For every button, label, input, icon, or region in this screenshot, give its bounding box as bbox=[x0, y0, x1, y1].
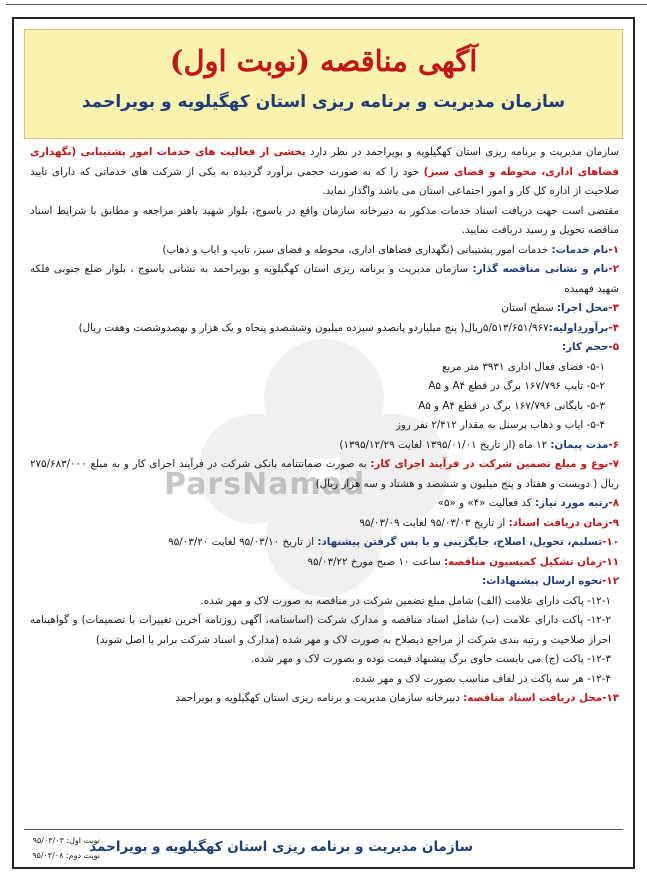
item-4 bbox=[30, 319, 619, 339]
item-9 bbox=[30, 514, 619, 534]
item-label: نوع و مبلغ تضمین شرکت در فرآیند اجرای کار: bbox=[370, 458, 609, 470]
date-second-round: نوبت دوم: ۹۵/۰۳/۰۸ bbox=[32, 851, 100, 860]
ad-title: آگهی مناقصه (نوبت اول) bbox=[169, 44, 478, 78]
item-number: ۱۲- bbox=[602, 575, 619, 587]
item-label: حجم کار: bbox=[562, 341, 609, 353]
item-text: از تاریخ ۹۵/۰۳/۰۳ لغایت ۹۵/۰۳/۰۹ bbox=[359, 516, 509, 529]
item-1 bbox=[30, 241, 619, 261]
item-11 bbox=[30, 553, 619, 573]
item-label: رتبه مورد نیاز: bbox=[534, 497, 609, 509]
item-13 bbox=[30, 689, 619, 709]
intro-text-b: خود را که به صورت حجمی برآورد گردیده به یکی از شرکت های خدماتی که دارای تایید صلاحیت از اداره کل کار و امور اجتماعی استان می باشد واگذار نماید. bbox=[30, 165, 619, 197]
item-number: ۱۱- bbox=[602, 555, 619, 568]
item-label: محل اجرا: bbox=[556, 302, 609, 314]
footer-divider bbox=[24, 829, 623, 830]
item-number: ۱۳- bbox=[602, 692, 619, 704]
item-label: مدت پیمان: bbox=[550, 438, 609, 451]
footer-organization: سازمان مدیریت و برنامه ریزی استان کهگیلویه و بویراحمد bbox=[89, 839, 473, 855]
ad-body bbox=[30, 143, 619, 709]
item-text: ساعت ۱۰ صبح مورخ ۹۵/۰۳/۲۲ bbox=[307, 555, 444, 568]
intro-paragraph-1 bbox=[30, 143, 619, 202]
ad-footer bbox=[24, 831, 623, 865]
item-number: ۷- bbox=[608, 458, 620, 470]
advertisement-frame bbox=[12, 17, 635, 869]
item-label: نحوه ارسال پیشنهادات: bbox=[482, 575, 603, 587]
item-3 bbox=[30, 299, 619, 319]
item-8 bbox=[30, 494, 619, 514]
item-12-3: ۱۲-۳- پاکت (ج) می بایست حاوی برگ پیشنهاد قیمت بوده و بصورت لاک و مهر شده. bbox=[251, 653, 611, 665]
item-5-2: ۵-۲- تایپ ۱۶۷/۷۹۶ برگ در قطع A۴ و A۵ bbox=[428, 380, 605, 392]
item-2 bbox=[30, 260, 619, 299]
item-12-1: ۱۲-۱- پاکت دارای علامت (الف) شامل مبلغ تضمین شرکت در مناقصه به صورت لاک و مهر شده. bbox=[200, 594, 611, 607]
item-5 bbox=[30, 338, 619, 358]
item-number: ۸- bbox=[608, 497, 619, 509]
item-text: سطح استان bbox=[501, 302, 557, 314]
item-label: زمان دریافت اسناد: bbox=[508, 516, 609, 529]
item-text: ۱۲ ماه (از تاریخ ۱۳۹۵/۰۱/۰۱ لغایت ۱۳۹۵/۱۲/۲۹) bbox=[339, 438, 551, 451]
item-5-4: ۵-۴- ایاب و ذهاب پرسنل به مقدار ۲/۴۱۲ نفر روز bbox=[395, 419, 605, 431]
item-number: ۳- bbox=[608, 302, 619, 314]
item-number: ۱- bbox=[608, 243, 619, 256]
item-12-2: ۱۲-۲- پاکت دارای علامت (ب) شامل اسناد مناقصه و مدارک شرکت (اساسنامه، آگهی روزنامه آخرین تغییرات با تصمیمات) و گواهینامه احراز صلاحیت و رتبه بندی شرکت از مراجع ذیصلاح به صورت لاک و مهر شده (مدارک و اسناد شرکت برابر با اصل شوند) bbox=[30, 614, 611, 646]
intro-paragraph-2: مقتضی است جهت دریافت اسناد خدمات مذکور به دبیرخانه سازمان واقع در یاسوج، بلوار شهید باهنر مراجعه و مطابق با شرایط اسناد مناقصه تحویل و رسید دریافت نمایید. bbox=[30, 204, 619, 236]
item-text: دبیرخانه سازمان مدیریت و برنامه ریزی استان کهگیلویه و بویراحمد bbox=[175, 692, 464, 704]
item-text: از تاریخ ۹۵/۰۳/۱۰ لغایت ۹۵/۰۳/۲۰ bbox=[168, 536, 318, 548]
item-text: سازمان مدیریت و برنامه ریزی استان کهگیلویه و بویراحمد به نشانی یاسوج ، بلوار ضلع جنوبی فلکه شهید فهمیده bbox=[30, 263, 619, 295]
watermark-brand: ParsNamad bbox=[164, 467, 366, 502]
item-label: نام و نشانی مناقصه گذار: bbox=[472, 263, 609, 275]
item-text: خدمات امور پشتیبانی (نگهداری فضاهای اداری، محوطه و فضای سبز، تایپ و ایاب و ذهاب) bbox=[162, 243, 552, 256]
item-12 bbox=[30, 572, 619, 592]
item-text: کد فعالیت «۴» و «۵» bbox=[437, 497, 535, 509]
item-7 bbox=[30, 455, 619, 494]
date-first-round: نوبت اول: ۹۵/۰۳/۰۳ bbox=[32, 836, 100, 845]
intro-text-a: سازمان مدیریت و برنامه ریزی استان کهگیلویه و بویراحمد در نظر دارد bbox=[305, 146, 619, 158]
item-5-1: ۵-۱- فضای فعال اداری ۳۹۳۱ متر مربع bbox=[441, 360, 605, 373]
item-number: ۱۰- bbox=[602, 536, 619, 548]
item-label: محل دریافت اسناد مناقصه: bbox=[463, 692, 603, 704]
item-6 bbox=[30, 436, 619, 456]
item-label: نام خدمات: bbox=[551, 243, 609, 256]
item-text: ۵/۵۱۳/۶۵۱/۹۶۷ریال( پنج میلیاردو پانصدو سیزده میلیون وششصدو پنجاه و یک هزار و نهصدوشصت وهفت ریال) bbox=[78, 321, 549, 334]
publication-dates bbox=[30, 833, 100, 863]
item-number: ۴- bbox=[608, 321, 619, 334]
item-label: برآوردِاولیه: bbox=[548, 321, 609, 334]
ad-organization: سازمان مدیریت و برنامه ریزی استان کهگیلویه و بویراحمد bbox=[81, 92, 566, 112]
item-text: به صورت ضمانتنامه بانکی شرکت در فرآیند اجرای کار و به مبلغ ۲۷۵/۶۸۳/۰۰۰ ریال ( دویست و هفتاد و پنج میلیون و ششصد و هشتاد و سه هزار ریال) bbox=[30, 458, 619, 490]
item-number: ۵- bbox=[608, 341, 619, 353]
item-12-4: ۱۲-۴- هر سه پاکت در لفاف مناسب بصورت لاک و مهر شده. bbox=[351, 672, 611, 685]
item-number: ۶- bbox=[608, 438, 619, 451]
item-number: ۲- bbox=[608, 263, 619, 275]
intro-highlight: بخشی از فعالیت های خدمات امور پشتیبانی (نگهداری فضاهای اداری، محوطه و فضای سبز) bbox=[30, 146, 619, 178]
item-5-3: ۵-۳- بایگانی ۱۶۷/۷۹۶ برگ در قطع A۴ و A۵ bbox=[418, 399, 605, 412]
top-rule bbox=[6, 4, 647, 5]
item-label: زمان تشکیل کمیسیون مناقصه: bbox=[443, 555, 603, 568]
ad-header bbox=[24, 29, 623, 139]
item-number: ۹- bbox=[608, 516, 619, 529]
item-10 bbox=[30, 533, 619, 553]
item-label: تسلیم، تحویل، اصلاح، جایگزینی و یا پس گرفتن پیشنهاد: bbox=[317, 536, 603, 548]
